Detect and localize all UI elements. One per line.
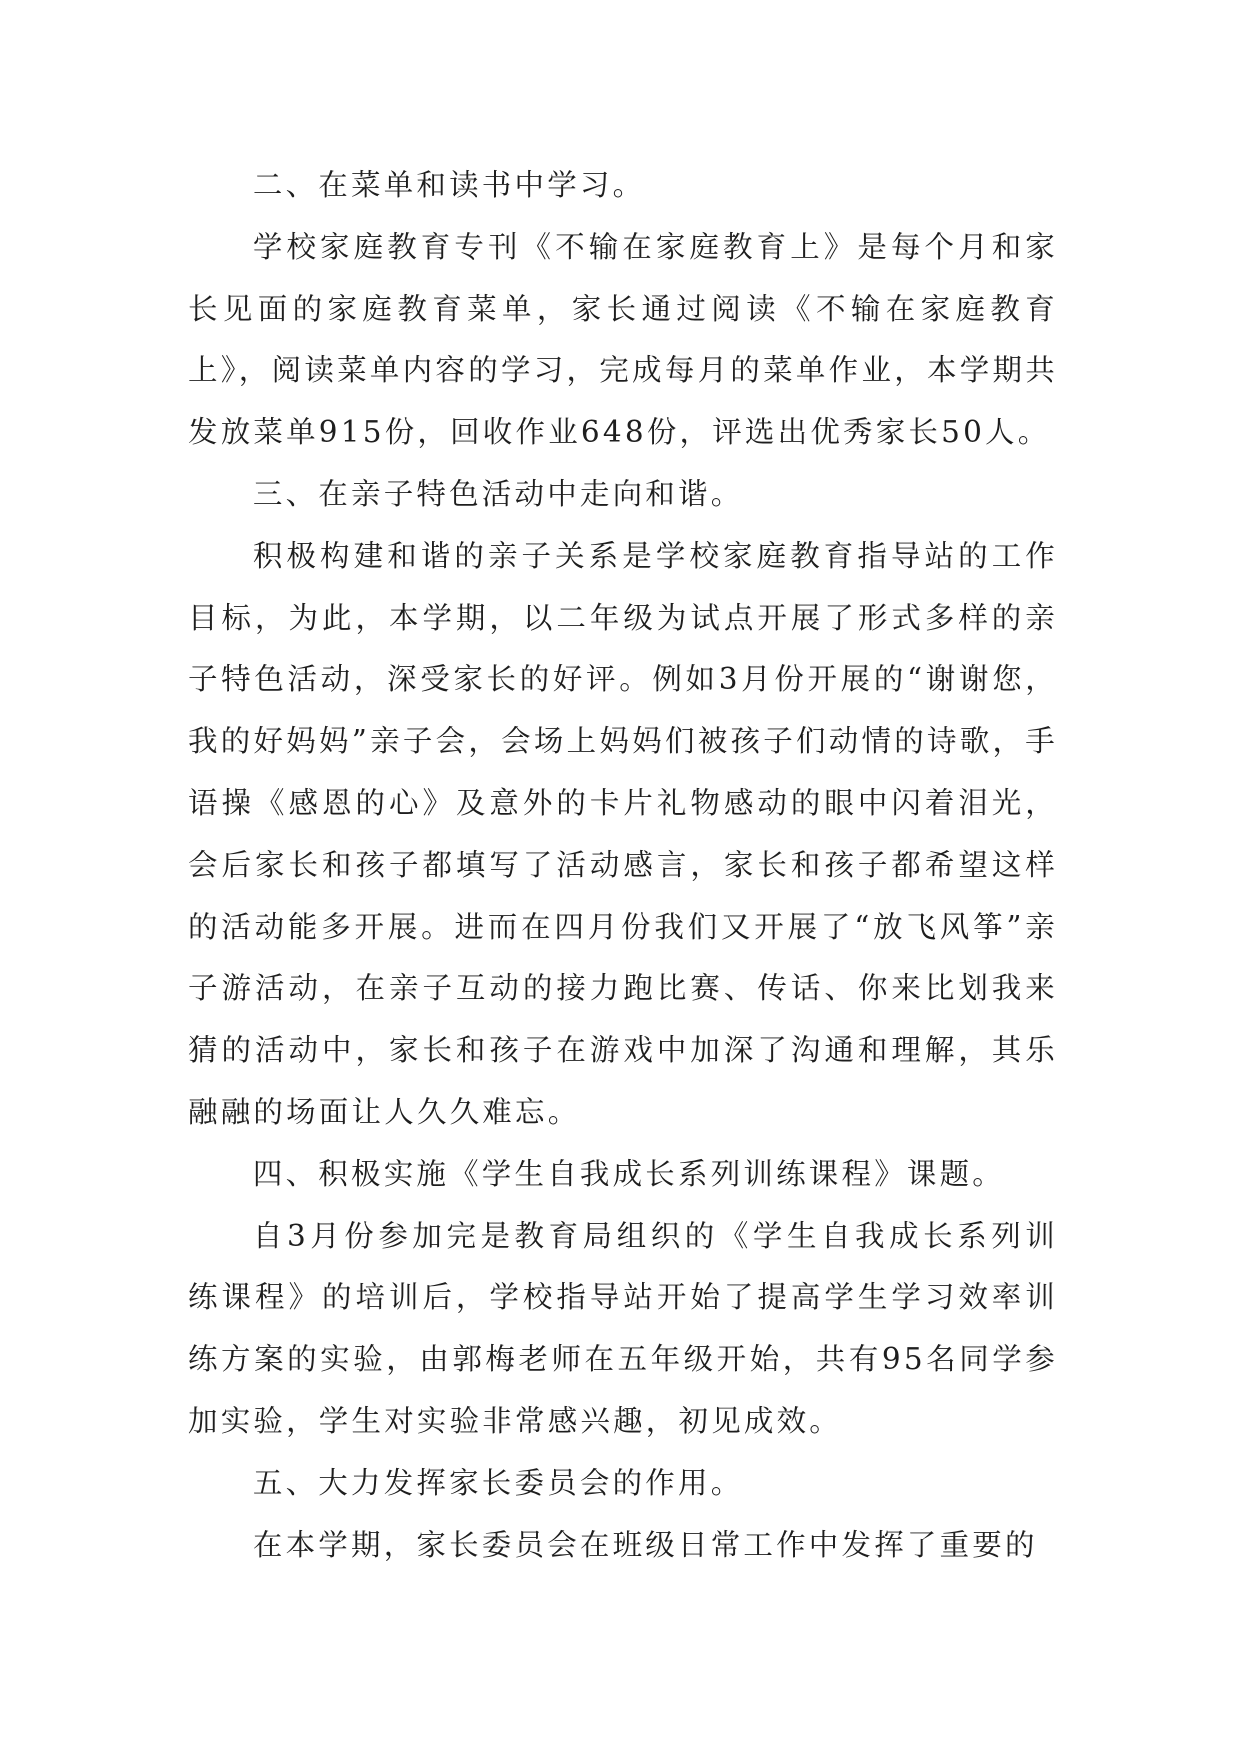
heading-section-4: 四、积极实施《学生自我成长系列训练课程》课题。 <box>252 1156 1005 1191</box>
heading-section-3: 三、在亲子特色活动中走向和谐。 <box>252 476 744 511</box>
heading-section-5: 五、大力发挥家长委员会的作用。 <box>252 1465 744 1500</box>
paragraph-training-course: 自3月份参加完是教育局组织的《学生自我成长系列训练课程》的培训后，学校指导站开始了提高学生学习效率训练方案的实验，由郭梅老师在五年级开始，共有95名同学参加实验，学生对实验非常感兴趣，初见成效。 <box>188 1218 1058 1438</box>
paragraph-menu-reading: 学校家庭教育专刊《不输在家庭教育上》是每个月和家长见面的家庭教育菜单，家长通过阅读《不输在家庭教育上》，阅读菜单内容的学习，完成每月的菜单作业，本学期共发放菜单915份，回收作业648份，评选出优秀家长50人。 <box>188 229 1058 450</box>
paragraph-parent-child-activities: 积极构建和谐的亲子关系是学校家庭教育指导站的工作目标，为此，本学期，以二年级为试点开展了形式多样的亲子特色活动，深受家长的好评。例如3月份开展的“谢谢您，我的好妈妈”亲子会，会场上妈妈们被孩子们动情的诗歌，手语操《感恩的心》及意外的卡片礼物感动的眼中闪着泪光，会后家长和孩子都填写了活动感言，家长和孩子都希望这样的活动能多开展。进而在四月份我们又开展了“放飞风筝”亲子游活动，在亲子互动的接力跑比赛、传话、你来比划我来猜的活动中，家长和孩子在游戏中加深了沟通和理解，其乐融融的场面让人久久难忘。 <box>188 538 1058 1129</box>
paragraph-parent-committee: 在本学期，家长委员会在班级日常工作中发挥了重要的 <box>252 1527 1038 1562</box>
heading-section-2: 二、在菜单和读书中学习。 <box>252 168 646 202</box>
document-body <box>188 155 1058 1576</box>
